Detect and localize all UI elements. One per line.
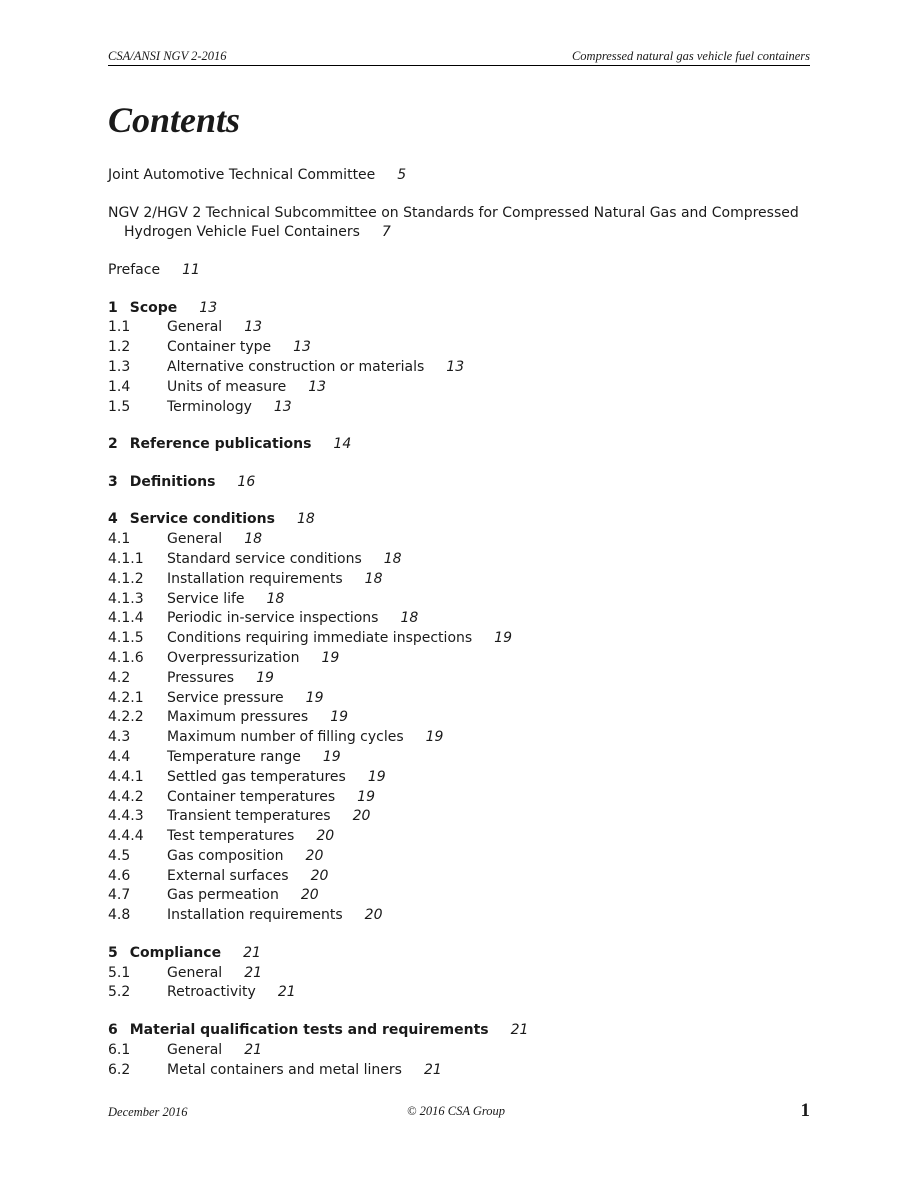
toc-page-number: 18 xyxy=(266,590,285,607)
toc-entry-title: Gas permeation xyxy=(167,887,279,904)
toc-page-number: 19 xyxy=(367,768,386,785)
toc-chapter-number: 6 xyxy=(108,1022,118,1039)
toc-chapter-number: 4 xyxy=(108,511,118,528)
toc-entry-title: Gas composition xyxy=(167,847,284,864)
toc-page-number: 19 xyxy=(322,748,341,765)
toc-section-number: 4.1.1 xyxy=(108,550,144,567)
toc-section-number: 4.6 xyxy=(108,867,131,884)
toc-chapter-4[interactable] xyxy=(108,510,808,530)
toc-page-number: 20 xyxy=(352,808,371,825)
toc-chapter-2[interactable] xyxy=(108,435,808,455)
toc-section-number: 6.2 xyxy=(108,1061,131,1078)
toc-entry-title: General xyxy=(167,531,223,548)
toc-chapter-title: Definitions xyxy=(129,473,216,490)
toc-chapter-6[interactable] xyxy=(108,1021,808,1041)
toc-entry-title: Transient temperatures xyxy=(167,808,331,825)
toc-entry-title: NGV 2/HGV 2 Technical Subcommittee on Standards for Compressed Natural Gas and Compressed xyxy=(108,204,799,221)
toc-page-number: 19 xyxy=(425,729,444,746)
toc-chapter-1[interactable] xyxy=(108,299,808,319)
toc-entry-title: Terminology xyxy=(167,398,252,415)
toc-entry-4-7[interactable] xyxy=(108,886,808,906)
toc-page-number: 18 xyxy=(364,570,383,587)
toc-section-number: 4.5 xyxy=(108,847,131,864)
toc-entry-6-1[interactable] xyxy=(108,1041,808,1061)
toc-page-number: 19 xyxy=(494,630,512,647)
toc-entry-title: Installation requirements xyxy=(167,907,343,924)
toc-entry-preface[interactable] xyxy=(108,261,808,281)
toc-entry-title: Alternative construction or materials xyxy=(167,358,425,375)
toc-section-number: 1.5 xyxy=(108,398,131,415)
toc-section-number: 6.1 xyxy=(108,1041,131,1058)
toc-entry-6-2[interactable] xyxy=(108,1061,808,1081)
toc-chapter-title: Service conditions xyxy=(129,511,275,528)
toc-entry-4-1-1[interactable] xyxy=(108,550,808,570)
toc-chapter-3[interactable] xyxy=(108,473,808,493)
toc-entry-4-1-6[interactable] xyxy=(108,649,808,669)
toc-chapter-title: Compliance xyxy=(129,944,222,961)
toc-entry-title: Settled gas temperatures xyxy=(167,768,346,785)
toc-section-number: 1.2 xyxy=(108,339,131,356)
toc-entry-4-2-1[interactable] xyxy=(108,689,808,709)
toc-entry-title: Overpressurization xyxy=(167,649,300,666)
toc-page-number: 18 xyxy=(244,531,263,548)
toc-page-number: 19 xyxy=(256,669,274,686)
toc-section-number: 5.2 xyxy=(108,984,131,1001)
toc-section-number: 4.4.1 xyxy=(108,768,144,785)
toc-entry-title: Container type xyxy=(167,339,272,356)
toc-entry-title: Maximum number of filling cycles xyxy=(167,729,404,746)
toc-page-number: 19 xyxy=(305,689,324,706)
toc-entry-4-1-2[interactable] xyxy=(108,570,808,590)
toc-entry-title: Metal containers and metal liners xyxy=(167,1061,402,1078)
toc-entry-4-2-2[interactable] xyxy=(108,708,808,728)
toc-page-number: 13 xyxy=(446,358,465,375)
running-footer xyxy=(108,1100,810,1124)
toc-page-number: 20 xyxy=(364,907,383,924)
toc-entry-title: Periodic in-service inspections xyxy=(167,610,379,627)
toc-entry-title: Container temperatures xyxy=(167,788,336,805)
toc-page-number: 21 xyxy=(244,1041,263,1058)
toc-section-number: 4.3 xyxy=(108,729,131,746)
toc-chapter-title: Material qualification tests and requirements xyxy=(129,1022,489,1039)
footer-date: December 2016 xyxy=(108,1105,188,1119)
toc-section-number: 4.1.3 xyxy=(108,590,144,607)
toc-chapter-number: 3 xyxy=(108,473,118,490)
toc-entry-1-3[interactable] xyxy=(108,358,808,378)
toc-chapter-title: Scope xyxy=(129,299,178,316)
toc-page-number: 21 xyxy=(277,984,296,1001)
toc-entry-4-3[interactable] xyxy=(108,728,808,748)
toc-page-number: 18 xyxy=(383,550,402,567)
toc-page-number: 11 xyxy=(182,261,200,278)
toc-chapter-number: 5 xyxy=(108,944,118,961)
toc-entry-4-4[interactable] xyxy=(108,748,808,768)
toc-entry-4-4-4[interactable] xyxy=(108,827,808,847)
toc-entry-4-5[interactable] xyxy=(108,847,808,867)
toc-entry-5-2[interactable] xyxy=(108,983,808,1003)
toc-entry-1-4[interactable] xyxy=(108,378,808,398)
toc-chapter-number: 2 xyxy=(108,436,118,453)
toc-section-number: 4.7 xyxy=(108,887,131,904)
toc-chapter-title: Reference publications xyxy=(129,436,312,453)
toc-page-number: 16 xyxy=(237,473,256,490)
toc-entry-title: Installation requirements xyxy=(167,570,343,587)
toc-page-number: 19 xyxy=(321,649,340,666)
running-header xyxy=(108,44,810,66)
toc-entry-title: Preface xyxy=(108,261,161,278)
toc-entry-title: General xyxy=(167,964,223,981)
toc-entry-4-6[interactable] xyxy=(108,867,808,887)
toc-page-number: 13 xyxy=(244,319,263,336)
toc-page-number: 13 xyxy=(199,299,218,316)
header-standard-id: CSA/ANSI NGV 2-2016 xyxy=(108,49,227,63)
toc-page-number: 21 xyxy=(244,964,263,981)
toc-section-number: 4.4.4 xyxy=(108,828,144,845)
toc-page-number: 13 xyxy=(293,339,311,356)
toc-section-number: 4.4 xyxy=(108,748,131,765)
toc-entry-title: Pressures xyxy=(167,669,235,686)
toc-section-number: 4.1.6 xyxy=(108,649,144,666)
toc-entry-title: General xyxy=(167,1041,223,1058)
toc-section-number: 4.2.1 xyxy=(108,689,144,706)
toc-entry-4-1-3[interactable] xyxy=(108,590,808,610)
toc-entry-subcommittee[interactable] xyxy=(108,204,808,244)
toc-section-number: 1.1 xyxy=(108,319,131,336)
toc-page-number: 19 xyxy=(357,788,375,805)
toc-entry-title: Service life xyxy=(167,590,245,607)
toc-section-number: 4.2 xyxy=(108,669,131,686)
toc-entry-4-4-3[interactable] xyxy=(108,807,808,827)
toc-entry-1-1[interactable] xyxy=(108,318,808,338)
table-of-contents xyxy=(108,166,808,1080)
toc-page-number: 14 xyxy=(333,436,352,453)
toc-section-number: 4.1.5 xyxy=(108,630,144,647)
toc-entry-title: General xyxy=(167,319,223,336)
toc-section-number: 1.3 xyxy=(108,358,131,375)
page-title: Contents xyxy=(108,100,241,140)
toc-section-number: 4.1.2 xyxy=(108,570,144,587)
toc-entry-4-2[interactable] xyxy=(108,669,808,689)
toc-chapter-number: 1 xyxy=(108,299,118,316)
toc-entry-title: Joint Automotive Technical Committee xyxy=(108,167,376,183)
header-document-title: Compressed natural gas vehicle fuel containers xyxy=(571,49,810,63)
toc-page-number: 20 xyxy=(310,867,329,884)
toc-page-number: 20 xyxy=(300,887,319,904)
toc-entry-title: Retroactivity xyxy=(167,984,256,1001)
toc-page-number: 13 xyxy=(273,398,292,415)
toc-entry-title: Units of measure xyxy=(167,378,287,395)
toc-page-number: 5 xyxy=(397,167,407,183)
toc-entry-joint-committee[interactable] xyxy=(108,166,808,186)
toc-section-number: 4.4.2 xyxy=(108,788,144,805)
toc-entry-title: Standard service conditions xyxy=(167,550,362,567)
toc-section-number: 4.4.3 xyxy=(108,808,144,825)
toc-page-number: 20 xyxy=(316,828,335,845)
toc-page-number: 21 xyxy=(423,1061,442,1078)
toc-page-number: 21 xyxy=(243,944,261,961)
toc-entry-title-continued: Hydrogen Vehicle Fuel Containers xyxy=(124,224,360,241)
toc-entry-4-1-4[interactable] xyxy=(108,609,808,629)
toc-page-number: 13 xyxy=(308,378,327,395)
toc-page-number: 18 xyxy=(296,511,315,528)
toc-page-number: 7 xyxy=(381,224,391,241)
toc-page-number: 18 xyxy=(400,610,419,627)
toc-chapter-5[interactable] xyxy=(108,944,808,964)
toc-entry-4-8[interactable] xyxy=(108,906,808,926)
toc-entry-title: External surfaces xyxy=(167,867,289,884)
toc-entry-title: Temperature range xyxy=(167,748,301,765)
toc-entry-title: Service pressure xyxy=(167,689,284,706)
footer-copyright: © 2016 CSA Group xyxy=(407,1104,506,1118)
footer-page-number: 1 xyxy=(800,1100,810,1121)
toc-entry-title: Maximum pressures xyxy=(167,709,309,726)
toc-section-number: 5.1 xyxy=(108,964,131,981)
toc-section-number: 1.4 xyxy=(108,378,131,395)
toc-entry-1-5[interactable] xyxy=(108,398,808,418)
toc-page-number: 21 xyxy=(510,1022,529,1039)
toc-entry-title: Test temperatures xyxy=(167,828,295,845)
toc-section-number: 4.2.2 xyxy=(108,709,144,726)
toc-entry-5-1[interactable] xyxy=(108,964,808,984)
toc-entry-4-1-5[interactable] xyxy=(108,629,808,649)
toc-entry-4-1[interactable] xyxy=(108,530,808,550)
toc-section-number: 4.1.4 xyxy=(108,610,144,627)
toc-entry-4-4-2[interactable] xyxy=(108,788,808,808)
toc-section-number: 4.8 xyxy=(108,907,131,924)
toc-page-number: 20 xyxy=(305,847,324,864)
toc-entry-1-2[interactable] xyxy=(108,338,808,358)
toc-section-number: 4.1 xyxy=(108,531,131,548)
toc-page-number: 19 xyxy=(330,709,349,726)
toc-entry-4-4-1[interactable] xyxy=(108,768,808,788)
toc-entry-title: Conditions requiring immediate inspections xyxy=(167,630,473,647)
